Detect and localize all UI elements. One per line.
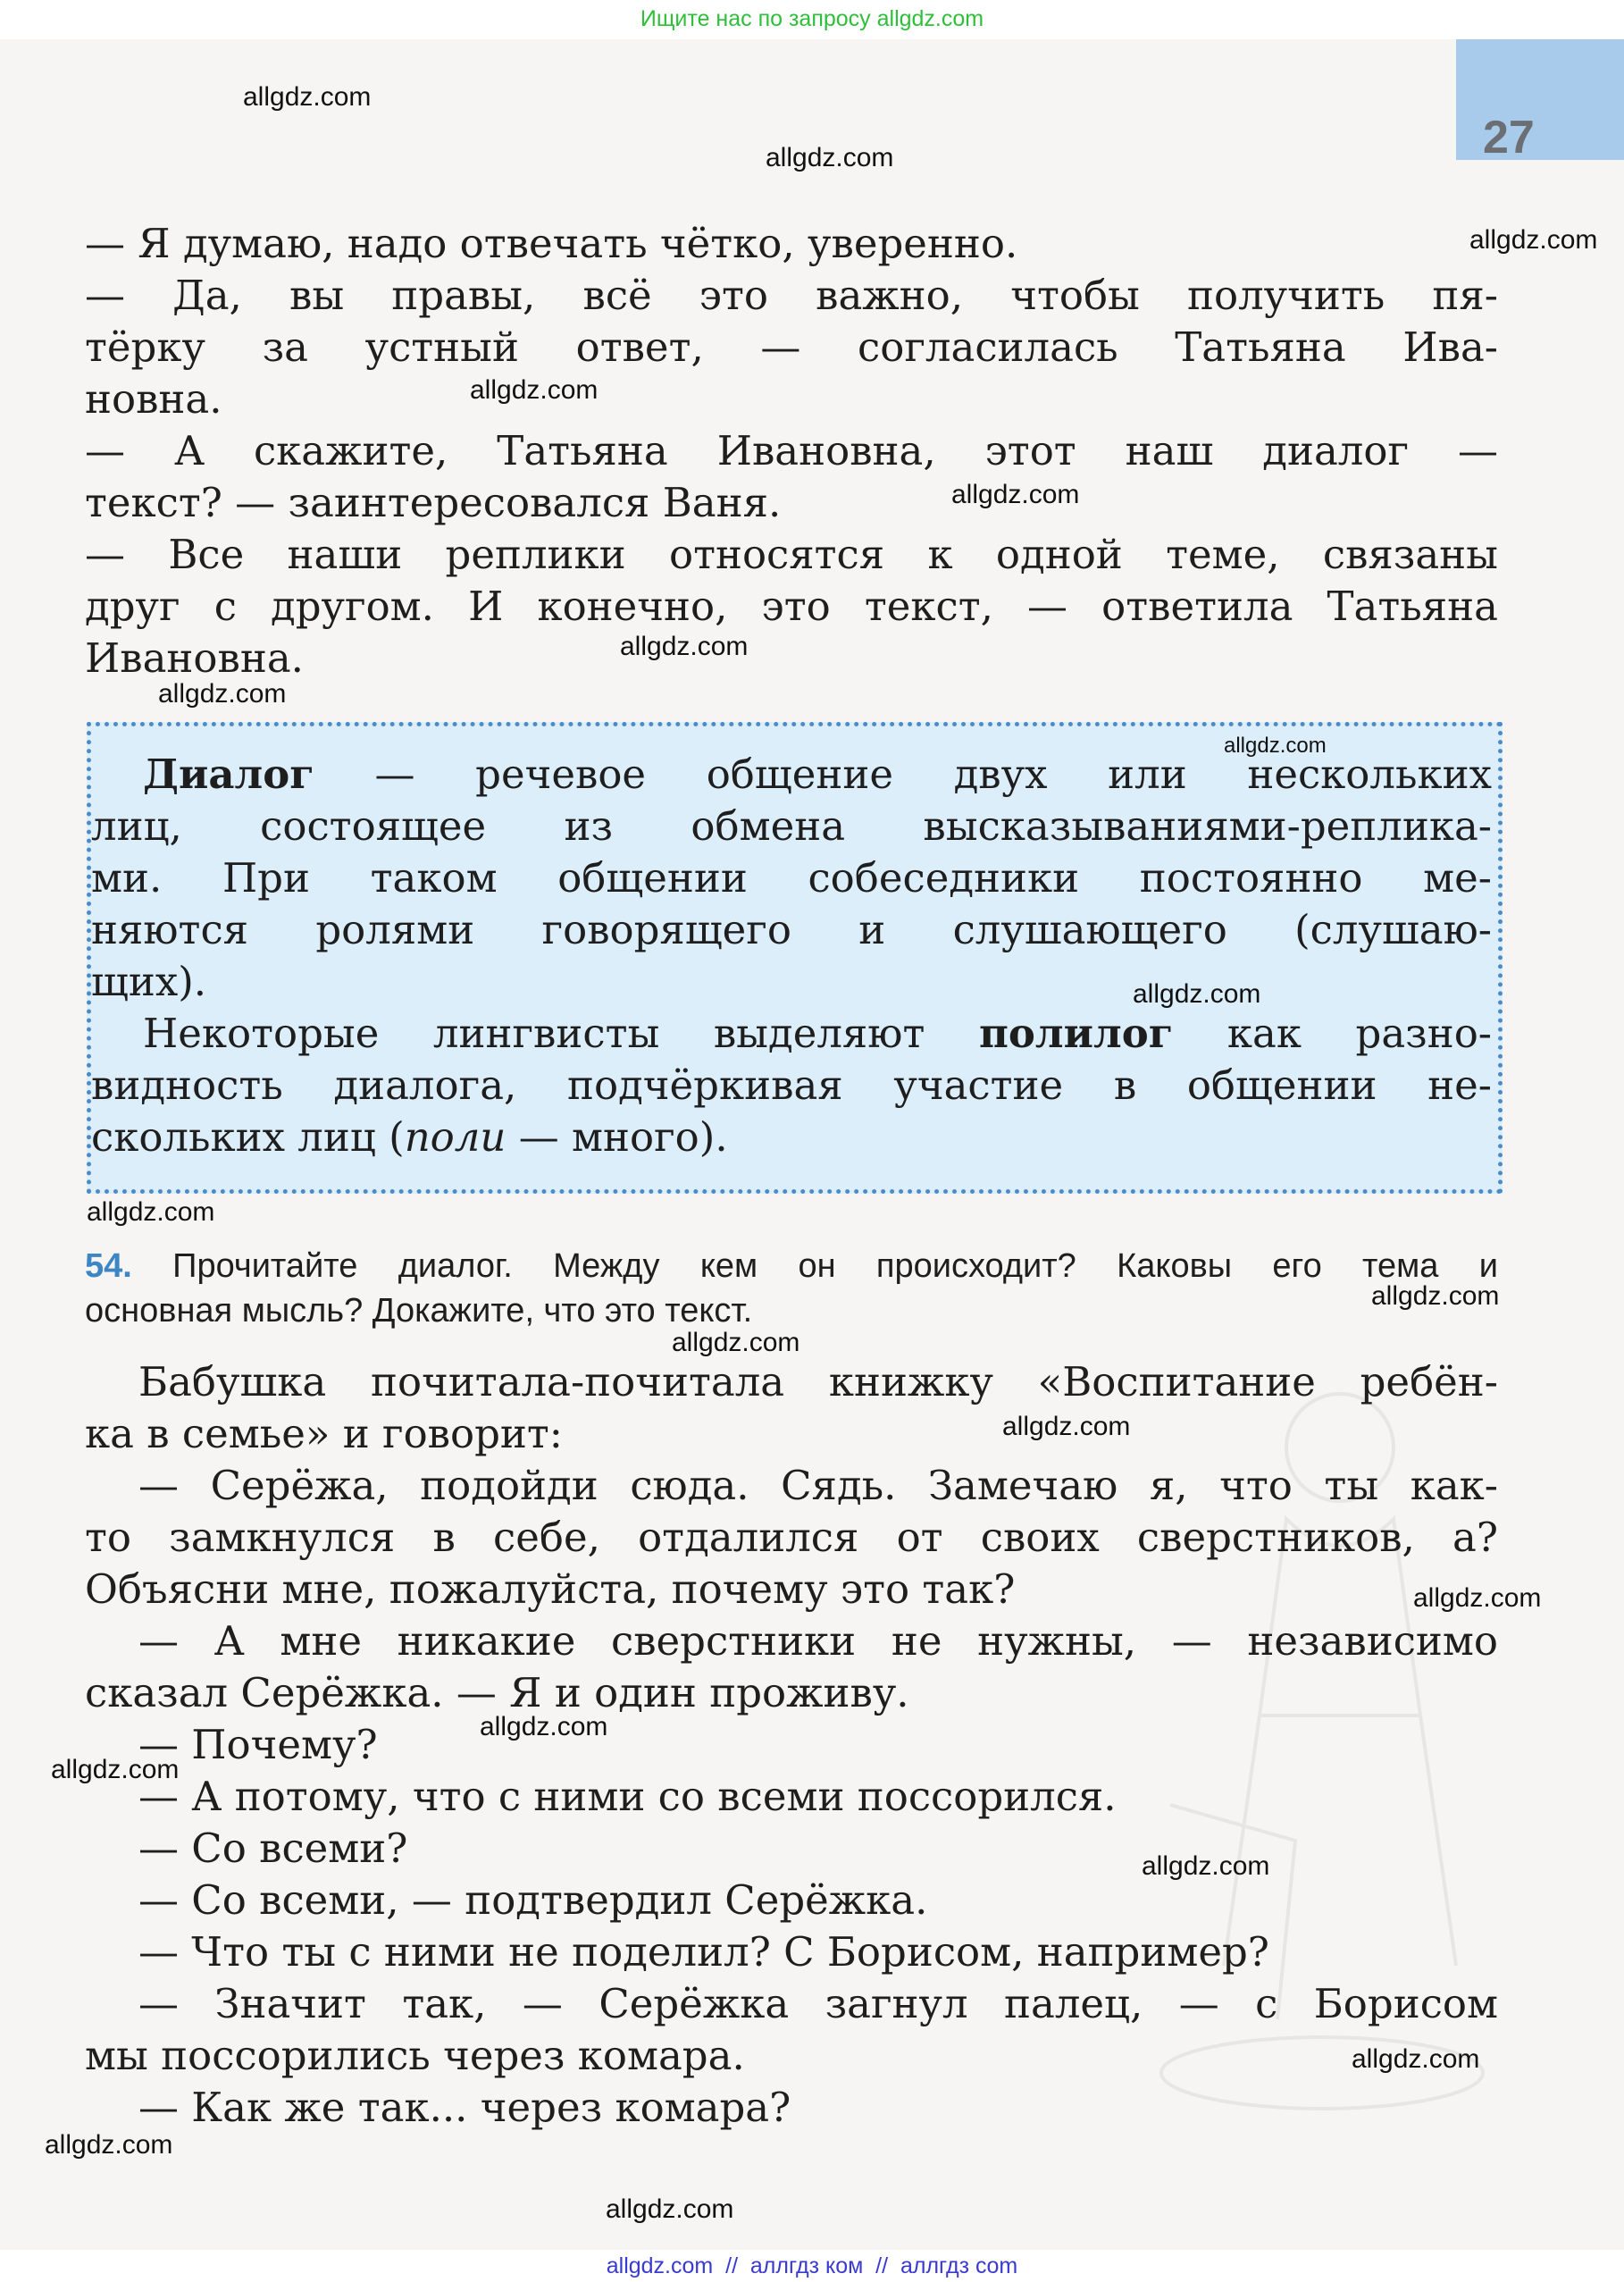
intro-line-4: новна. bbox=[85, 375, 222, 423]
rule-line-7: видность диалога, подчёркивая участие в общении не- bbox=[91, 1061, 1492, 1109]
intro-line-9: Ивановна. bbox=[85, 634, 304, 682]
watermark[interactable]: allgdz.com bbox=[45, 2130, 173, 2160]
rule-term-polylog: полилог bbox=[978, 1010, 1174, 1057]
story-line-13: — Значит так, — Серёжка загнул палец, — с Борисом bbox=[138, 1980, 1498, 2027]
watermark[interactable]: allgdz.com bbox=[51, 1755, 180, 1784]
story-line-11: — Со всеми, — подтвердил Серёжка. bbox=[138, 1876, 928, 1924]
watermark[interactable]: allgdz.com bbox=[1142, 1851, 1270, 1881]
rule-line-2: лиц, состоящее из обмена высказываниями-реплика- bbox=[91, 802, 1492, 850]
watermark[interactable]: allgdz.com bbox=[1371, 1281, 1500, 1311]
watermark[interactable]: allgdz.com bbox=[620, 632, 749, 661]
top-banner[interactable] bbox=[0, 0, 1624, 39]
story-line-10: — Со всеми? bbox=[138, 1825, 408, 1872]
watermark[interactable]: allgdz.com bbox=[766, 143, 894, 172]
story-line-12: — Что ты с ними не поделил? С Борисом, например? bbox=[138, 1928, 1269, 1976]
exercise-line-1-text: Прочитайте диалог. Между кем он происходит? Каковы его тема и bbox=[131, 1247, 1498, 1285]
page-number: 27 bbox=[1483, 112, 1535, 164]
watermark[interactable]: allgdz.com bbox=[1413, 1583, 1542, 1613]
intro-line-7: — Все наши реплики относятся к одной теме, связаны bbox=[85, 531, 1498, 578]
story-line-7: сказал Серёжка. — Я и один проживу. bbox=[85, 1669, 909, 1716]
rule-line-5: щих). bbox=[91, 958, 207, 1005]
watermark[interactable]: allgdz.com bbox=[480, 1712, 608, 1741]
intro-line-5: — А скажите, Татьяна Ивановна, этот наш диалог — bbox=[85, 427, 1498, 474]
bottom-banner-text[interactable]: allgdz.com // аллгдз ком // аллгдз com bbox=[606, 2253, 1018, 2278]
rule-line-8 bbox=[91, 1112, 1492, 1163]
watermark[interactable]: allgdz.com bbox=[1469, 225, 1598, 255]
intro-line-2: — Да, вы правы, всё это важно, чтобы получить пя- bbox=[85, 272, 1498, 319]
story-line-2: ка в семье» и говорит: bbox=[85, 1410, 563, 1457]
intro-line-3: тёрку за устный ответ, — согласилась Татьяна Ива- bbox=[85, 323, 1498, 371]
watermark[interactable]: allgdz.com bbox=[158, 679, 287, 709]
rule-line-4: няются ролями говорящего и слушающего (слушаю- bbox=[91, 906, 1492, 953]
watermark[interactable]: allgdz.com bbox=[243, 82, 372, 112]
story-line-1: Бабушка почитала-почитала книжку «Воспитание ребён- bbox=[138, 1358, 1498, 1405]
watermark[interactable]: allgdz.com bbox=[1002, 1412, 1131, 1441]
rule-line-1-text: — речевое общение двух или нескольких bbox=[314, 751, 1492, 798]
watermark[interactable]: allgdz.com bbox=[1224, 734, 1327, 758]
rule-term-dialog: Диалог bbox=[143, 751, 314, 798]
top-banner-text[interactable]: Ищите нас по запросу allgdz.com bbox=[640, 6, 984, 31]
watermark[interactable]: allgdz.com bbox=[1133, 979, 1261, 1009]
rule-line-6-post: как разно- bbox=[1173, 1010, 1492, 1057]
watermark[interactable]: allgdz.com bbox=[87, 1197, 215, 1227]
watermark[interactable]: allgdz.com bbox=[951, 480, 1080, 509]
intro-line-6: текст? — заинтересовался Ваня. bbox=[85, 479, 782, 526]
exercise-number: 54. bbox=[85, 1247, 132, 1285]
rule-line-6 bbox=[143, 1008, 1492, 1060]
watermark[interactable]: allgdz.com bbox=[1352, 2044, 1480, 2074]
story-line-9: — А потому, что с ними со всеми поссорился. bbox=[138, 1773, 1117, 1820]
rule-box bbox=[87, 722, 1503, 1194]
rule-line-8-post: — много). bbox=[506, 1113, 728, 1161]
rule-line-6-pre: Некоторые лингвисты выделяют bbox=[143, 1010, 979, 1057]
story-line-5: Объясни мне, пожалуйста, почему это так? bbox=[85, 1565, 1016, 1613]
watermark[interactable]: allgdz.com bbox=[672, 1328, 800, 1357]
story-line-4: то замкнулся в себе, отдалился от своих сверстников, а? bbox=[85, 1514, 1498, 1561]
bottom-banner[interactable] bbox=[0, 2250, 1624, 2282]
rule-line-3: ми. При таком общении собеседники постоянно ме- bbox=[91, 854, 1492, 902]
story-line-14: мы поссорились через комара. bbox=[85, 2032, 745, 2079]
story-line-3: — Серёжа, подойди сюда. Сядь. Замечаю я, что ты как- bbox=[138, 1462, 1498, 1509]
watermark[interactable]: allgdz.com bbox=[470, 375, 599, 405]
rule-term-poly: поли bbox=[404, 1113, 506, 1161]
exercise-line-2: основная мысль? Докажите, что это текст. bbox=[85, 1292, 753, 1330]
intro-line-8: друг с другом. И конечно, это текст, — ответила Татьяна bbox=[85, 583, 1498, 630]
exercise-line-1 bbox=[85, 1244, 1498, 1288]
story-line-6: — А мне никакие сверстники не нужны, — независимо bbox=[138, 1617, 1498, 1665]
story-line-8: — Почему? bbox=[138, 1721, 378, 1768]
story-line-15: — Как же так... через комара? bbox=[138, 2084, 791, 2131]
rule-line-8-pre: скольких лиц ( bbox=[91, 1113, 405, 1161]
intro-line-1: — Я думаю, надо отвечать чётко, уверенно. bbox=[85, 220, 1018, 267]
watermark[interactable]: allgdz.com bbox=[606, 2194, 734, 2224]
